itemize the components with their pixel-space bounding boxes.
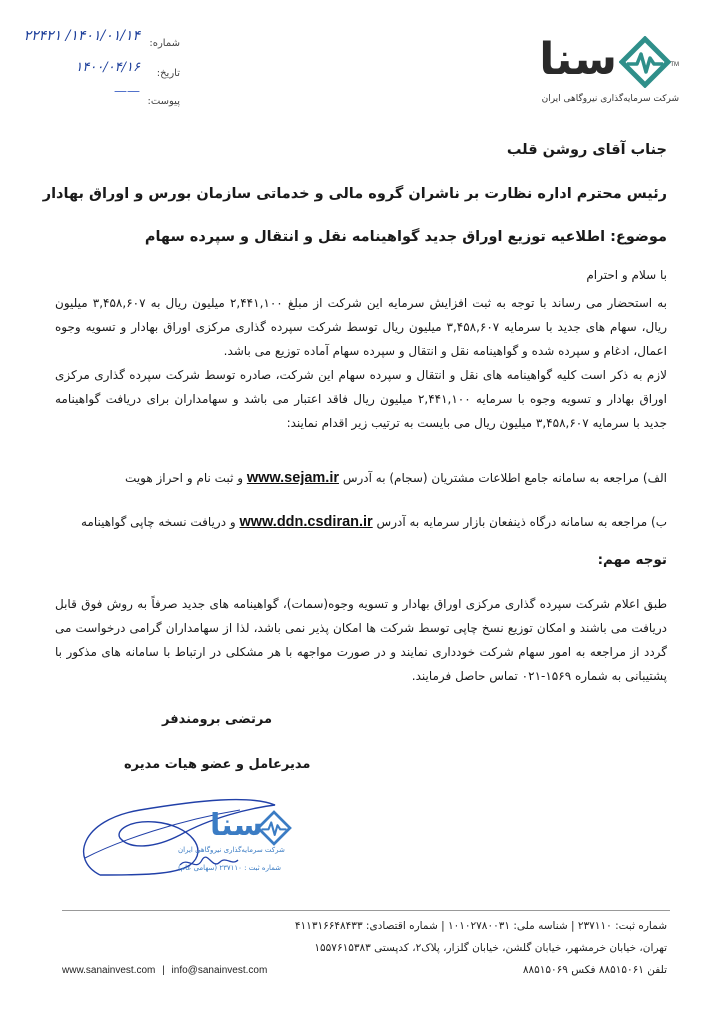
paragraph-1: به استحضار می رساند با توجه به ثبت افزایش سرمایه این شرکت از مبلغ ۲,۴۴۱,۱۰۰ میلیون ریال به ۳,۴۵۸,۶۰۷ میلیون ریال، سهام های جدید با سرمایه ۳,۴۵۸,۶۰۷ میلیون ریال توسط شرکت سپرده گذاری مرکزی اوراق بهادار و تسویه وجوه اعمال، ادغام و سپرده شده و گواهینامه نقل و انتقال و سپرده سهام آماده توزیع می باشد. (55, 296, 668, 358)
letter-date-row (30, 60, 180, 86)
company-stamp (60, 780, 310, 890)
paragraph-capital-increase (55, 291, 667, 435)
ddn-link[interactable]: www.ddn.csdiran.ir (239, 514, 373, 530)
footer-divider (62, 910, 670, 911)
item-b-prefix: ب) مراجعه به سامانه درگاه ذینفعان بازار سرمایه به آدرس (376, 515, 667, 529)
logo-subtitle: شرکت سرمایه‌گذاری نیروگاهی ایران (541, 94, 679, 104)
logo-wordmark: سنا (539, 34, 617, 85)
notice-text: طبق اعلام شرکت سپرده گذاری مرکزی اوراق بهادار و تسویه وجوه(سمات)، گواهینامه های جدید صرفاً به روش فوق قابل دریافت می باشند و امکان توزیع نسخ چاپی توسط شرکت ها امکان پذیر نمی باشد، لذا از سهامداران گرامی درخواست می گردد از مراجعه به امور سهام شرکت خودداری نمایند و در صورت مواجهه با هر مشکلی در ارتباط با سامانه های مذکور با پشتیبانی به شماره ۱۵۶۹-۰۲۱ تماس حاصل فرمایند. (55, 597, 667, 683)
logo-tm: TM (670, 62, 679, 68)
instruction-item-a (125, 470, 667, 486)
recipient-name: جناب آقای روشن قلب (506, 142, 667, 158)
item-b-suffix: و دریافت نسخه چاپی گواهینامه (80, 515, 236, 529)
item-a-suffix: و ثبت نام و احراز هویت (125, 471, 244, 485)
instruction-item-b (81, 514, 667, 530)
letter-date-label: تاریخ: (156, 68, 180, 79)
stamp-registration: شماره ثبت : ۲۳۷۱۱۰ (سهامی عام) (178, 864, 281, 872)
letter-number-row (23, 28, 180, 56)
company-logo (539, 32, 679, 112)
sejam-link[interactable]: www.sejam.ir (246, 470, 339, 486)
logo-emblem-icon (619, 36, 671, 88)
paragraph-2: لازم به ذکر است کلیه گواهینامه های نقل و انتقال و سپرده سهام این شرکت، صادره توسط شرکت سپرده گذاری مرکزی اوراق بهادار و تسویه وجوه با سرمایه ۲,۴۴۱,۱۰۰ میلیون ریال فاقد اعتبار می باشد و سهامداران برای دریافت گواهینامه جدید با سرمایه ۳,۴۵۸,۶۰۷ میلیون ریال می بایست به ترتیب زیر اقدام نمایند: (55, 368, 668, 430)
notice-body (55, 592, 667, 688)
footer-website[interactable]: www.sanainvest.com (62, 965, 156, 976)
footer-phone-fax: تلفن ۸۸۵۱۵۰۶۱ فکس ۸۸۵۱۵۰۶۹ (522, 964, 667, 976)
signatory-title: مدیرعامل و عضو هیات مدیره (124, 757, 311, 772)
footer-web-contacts (62, 965, 267, 976)
letter-number-value: ۱۴۰۱/۰۱/۱۴/ ۲۲۴۲۱ (23, 28, 140, 44)
letter-attachment-label: پیوست: (147, 96, 180, 107)
item-a-prefix: الف) مراجعه به سامانه جامع اطلاعات مشتریان (سجام) به آدرس (342, 471, 667, 485)
signatory-name: مرتضی برومندفر (162, 712, 273, 727)
letter-attachment-row (30, 84, 180, 114)
greeting: با سلام و احترام (586, 268, 667, 282)
letter-subject: موضوع: اطلاعیه توزیع اوراق جدید گواهینامه نقل و انتقال و سپرده سهام (144, 229, 667, 245)
letter-date-value: ۱۴۰۰/۰۴/۱۶ (75, 60, 140, 75)
letter-attachment-value: —— (114, 84, 140, 99)
footer-separator: | (162, 965, 165, 976)
stamp-company-name: شرکت سرمایه‌گذاری نیروگاهی ایران (178, 846, 285, 854)
footer-email[interactable]: info@sanainvest.com (171, 965, 268, 976)
stamp-wordmark: سنا (210, 808, 264, 843)
footer-registration: شماره ثبت: ۲۳۷۱۱۰ | شناسه ملی: ۱۰۱۰۲۷۸۰۰۳۱ | شماره اقتصادی: ۴۱۱۳۱۶۶۴۸۴۳۳ (294, 920, 667, 932)
letter-number-label: شماره: (149, 38, 180, 49)
footer-address: تهران، خیابان خرمشهر، خیابان گلشن، خیابان گلزار، پلاک۲، کدپستی ۱۵۵۷۶۱۵۳۸۳ (314, 942, 667, 954)
recipient-title: رئیس محترم اداره نظارت بر ناشران گروه مالی و خدماتی سازمان بورس و اوراق بهادار (42, 186, 667, 202)
notice-heading: توجه مهم: (597, 552, 667, 568)
